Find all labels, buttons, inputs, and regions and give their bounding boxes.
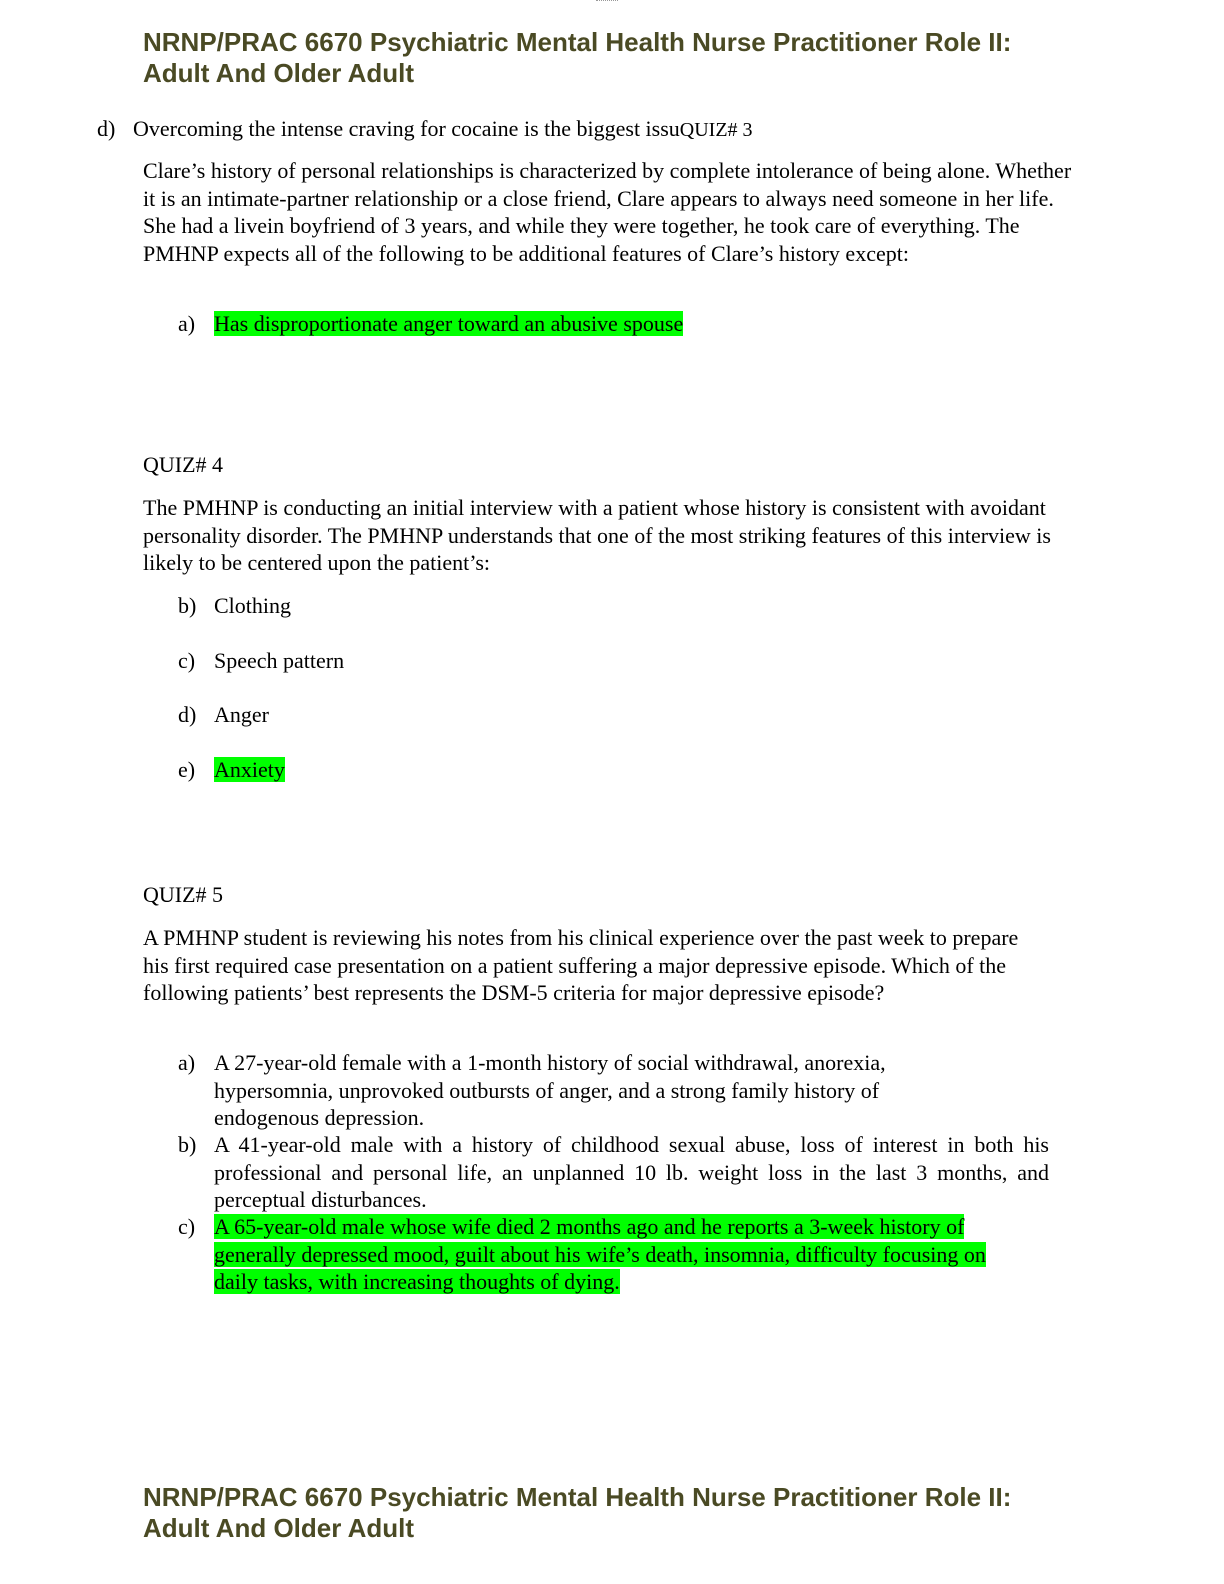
footer-title-line2: Adult And Older Adult <box>143 1513 415 1543</box>
quiz3-option-letter: a) <box>178 311 196 336</box>
quiz5-option-b-letter: b) <box>178 1132 197 1157</box>
page-footer-header <box>143 1482 1103 1544</box>
quiz3-label: QUIZ# 3 <box>679 119 753 141</box>
prev-option-line <box>133 115 753 145</box>
quiz5-option-c-letter: c) <box>178 1214 196 1239</box>
quiz4-option-e-text: Anxiety <box>214 757 285 782</box>
quiz4-option-e-letter: e) <box>178 757 196 782</box>
quiz4-option-b-letter: b) <box>178 593 197 618</box>
quiz4-option-d-letter: d) <box>178 702 197 727</box>
quiz3-question: Clare’s history of personal relationships is characterized by complete intolerance of being alone. Whether it is an intimate-partner relationship or a close friend, Clare appears to always need someone in her life. She had a livein boyfriend of 3 years, and while they were together, he took care of everything. The PMHNP expects all of the following to be additional features of Clare’s history except: <box>143 158 1072 266</box>
quiz4-question: The PMHNP is conducting an initial interview with a patient whose history is consistent with avoidant personality disorder. The PMHNP understands that one of the most striking features of this interview is likely to be centered upon the patient’s: <box>143 495 1051 575</box>
quiz4-option-c-letter: c) <box>178 648 196 673</box>
quiz5-option-b[interactable]: A 41-year-old male with a history of childhood sexual abuse, loss of interest in both his professional and personal life, an unplanned 10 lb. weight loss in the last 3 months, and perceptual disturbances. <box>214 1132 1049 1212</box>
prev-option-text: Overcoming the intense craving for cocaine is the biggest issu <box>133 116 680 141</box>
quiz4-option-e[interactable] <box>214 756 285 784</box>
quiz5-option-a-letter: a) <box>178 1050 196 1075</box>
header-title-line2: Adult And Older Adult <box>143 58 415 88</box>
quiz5-question: A PMHNP student is reviewing his notes from his clinical experience over the past week to prepare his first required case presentation on a patient suffering a major depressive episode. Which of the following patients’ best represents the DSM-5 criteria for major depressive episode? <box>143 925 1019 1005</box>
page-top-mark <box>596 0 618 4</box>
quiz5-option-c-text: A 65-year-old male whose wife died 2 months ago and he reports a 3-week history of generally depressed mood, guilt about his wife’s death, insomnia, difficulty focusing on daily tasks, with increasing thoughts of dying. <box>214 1214 986 1294</box>
quiz3-option-a[interactable] <box>214 310 683 338</box>
quiz4-heading: QUIZ# 4 <box>143 452 224 477</box>
header-title-line1: NRNP/PRAC 6670 Psychiatric Mental Health Nurse Practitioner Role II: <box>143 27 1012 57</box>
quiz4-option-c[interactable]: Speech pattern <box>214 648 345 673</box>
prev-option-letter: d) <box>97 116 116 141</box>
quiz5-option-a[interactable]: A 27-year-old female with a 1-month history of social withdrawal, anorexia, hypersomnia, unprovoked outbursts of anger, and a strong family history of endogenous depression. <box>214 1050 886 1130</box>
quiz3-option-a-text: Has disproportionate anger toward an abusive spouse <box>214 311 684 336</box>
footer-title-line1: NRNP/PRAC 6670 Psychiatric Mental Health Nurse Practitioner Role II: <box>143 1482 1012 1512</box>
page-header <box>143 27 1103 89</box>
quiz4-option-b[interactable]: Clothing <box>214 593 292 618</box>
quiz4-option-d[interactable]: Anger <box>214 702 269 727</box>
quiz5-heading: QUIZ# 5 <box>143 882 224 907</box>
quiz5-option-c[interactable] <box>214 1213 1029 1296</box>
